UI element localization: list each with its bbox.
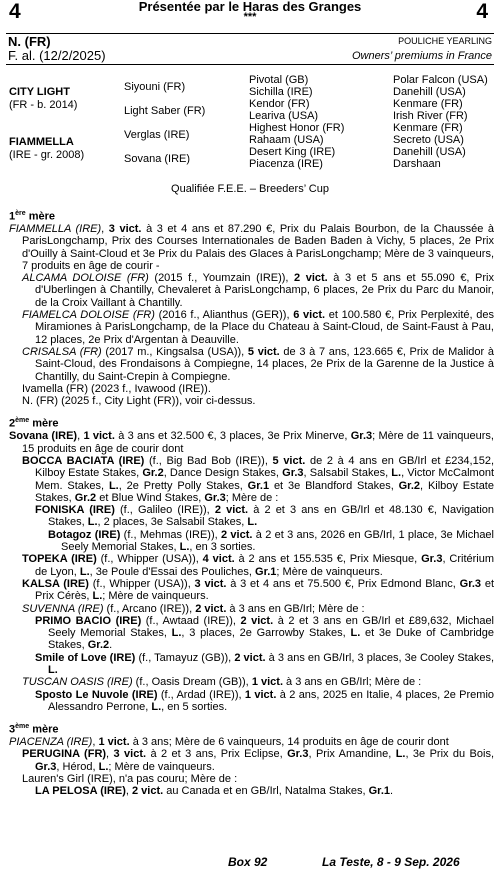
pedigree-dam: FIAMMELLA <box>9 136 74 148</box>
text: et Prix Cérès, <box>35 577 495 603</box>
text: . <box>109 639 113 652</box>
pedigree-g3-1: Polar Falcon (USA) <box>393 74 488 86</box>
text: ; Mère de vainqueurs. <box>276 565 383 578</box>
wins: 1 vict. <box>98 736 130 749</box>
wins: 2 vict. <box>240 614 274 627</box>
gen1-heading <box>9 208 494 223</box>
text: , <box>77 430 84 443</box>
wins: 2 vict. <box>234 651 266 664</box>
text: , 3e Poule d'Essai des Pouliches, <box>89 565 256 578</box>
wins: 3 vict. <box>194 577 227 590</box>
text: , en 5 sorties. <box>161 700 228 713</box>
text: à 3 ans en GB/Irl; Mère de : <box>226 602 365 615</box>
gen2-produce-foniska <box>9 504 494 529</box>
grade: Gr.3 <box>282 467 304 480</box>
text: à 3 ans en GB/Irl, 3 places, 3e Cooley Stakes, <box>265 651 495 664</box>
wins: 4 vict. <box>202 553 235 566</box>
listed: L. <box>350 627 361 640</box>
gen3-produce-laurens-girl: Lauren's Girl (IRE), n'a pas couru; Mère de : <box>22 773 238 786</box>
wins: 2 vict. <box>221 528 253 541</box>
gen3-produce-la-pelosa <box>9 785 494 797</box>
identity-box <box>6 33 494 65</box>
wins: 6 vict. <box>293 309 326 322</box>
listed: L. <box>87 516 98 529</box>
listed: L. <box>98 760 109 773</box>
text: , <box>125 785 132 798</box>
grade: Gr.1 <box>368 785 391 798</box>
lot-number-right: 4 <box>476 0 488 23</box>
produce-name: Botagoz (IRE) <box>48 528 121 541</box>
grade: Gr.3 <box>287 748 309 761</box>
text: , <box>101 222 109 235</box>
produce-name: PERUGINA (FR) <box>22 748 107 761</box>
grade: Gr.2 <box>74 491 97 504</box>
wins: 1 vict. <box>244 688 277 701</box>
text: (f., Big Bad Bob (IRE)), <box>144 454 273 467</box>
text: , Hérod, <box>56 760 99 773</box>
text: , Salsabil Stakes, <box>303 467 392 480</box>
text: et 3e Blandford Stakes, <box>269 479 399 492</box>
text: (2017 m., Kingsalsa (USA)), <box>101 345 248 358</box>
owners-premiums: Owners’ premiums in France <box>352 50 492 62</box>
pedigree-g2-6: Rahaam (USA) <box>249 134 324 146</box>
grade: Gr.3 <box>459 577 482 590</box>
gen1-dam-paragraph <box>9 223 494 272</box>
text: à 2 et 3 ans en GB/Irl et £89,632, Michael Seely Memorial Stakes, <box>48 614 495 640</box>
text: , Victor McCalmont Mem. Stakes, <box>35 467 494 492</box>
text: à 3 ans; Mère de 6 vainqueurs, 14 produits en âge de courir dont <box>129 736 449 749</box>
pedigree-g1-2: Light Saber (FR) <box>124 105 206 117</box>
text: à 2 ans et 155.535 €, Prix Miesque, <box>234 553 422 566</box>
wins: 5 vict. <box>247 345 280 358</box>
text: . <box>390 785 394 798</box>
horse-description: F. al. (12/2/2025) <box>8 48 106 63</box>
text: , 2 places, 3e Salsabil Stakes, <box>97 516 248 529</box>
grade: Gr.1 <box>247 479 270 492</box>
listed: L. <box>151 700 162 713</box>
pedigree-g1-3: Verglas (IRE) <box>124 129 190 141</box>
text: ; Mère de vainqueurs. <box>108 760 215 773</box>
text: de 3 à 7 ans, 123.665 €, Prix de Malidor à Saint-Cloud, des Frondaisons à Compiegne, 14 places, 2e Prix de la Garenne de la Justice à Chantilly, du Saint-Crepin à Compiegne. <box>35 345 494 383</box>
gen3-dam-name: PIACENZA (IRE) <box>9 736 93 749</box>
text: à 3 ans et 32.500 €, 3 places, 3e Prix Minerve, <box>114 430 351 443</box>
gen2-sup: ème <box>15 417 30 425</box>
horse-category: POULICHE YEARLING <box>398 36 492 46</box>
pedigree-g3-5: Kenmare (FR) <box>393 122 463 134</box>
dam-line-body <box>9 203 494 798</box>
text: (f., Arcano (IRE)), <box>103 602 196 615</box>
text: , en 3 sorties. <box>189 541 256 554</box>
pedigree-g3-8: Darshaan <box>393 158 441 170</box>
pedigree-g1-4: Sovana (IRE) <box>124 153 191 165</box>
wins: 2 vict. <box>214 504 249 517</box>
pedigree-g3-2: Danehill (USA) <box>393 86 466 98</box>
wins: 3 vict. <box>113 748 147 761</box>
gen1-produce-1 <box>9 272 494 309</box>
produce-name: ALCAMA DOLOISE (FR) <box>22 272 149 285</box>
pedigree-g1-1: Siyouni (FR) <box>124 81 186 93</box>
text: à 2 et 3 ans en GB/Irl et 48.130 €, Navigation Stakes, <box>48 504 495 529</box>
gen2-heading <box>9 415 494 430</box>
gen3-sup: ème <box>15 723 30 731</box>
text: ; Mère de 11 vainqueurs, 15 produits en âge de courir dont <box>22 430 494 455</box>
wins: 2 vict. <box>195 602 227 615</box>
gen2-produce-bocca <box>9 455 494 504</box>
text: ; Mère de : <box>225 491 279 504</box>
text: à 2 et 3 ans, 2026 en GB/Irl, 1 place, 3e Michael Seely Memorial Stakes, <box>61 528 494 554</box>
listed: L. <box>48 664 58 676</box>
consignor-title: Présentée par le Haras des Granges <box>138 0 362 14</box>
pedigree-g3-6: Secreto (USA) <box>393 134 464 146</box>
text: ; Mère de vainqueurs. <box>102 590 209 603</box>
gen2-produce-kalsa <box>9 578 494 603</box>
gen3-heading <box>9 721 494 736</box>
text: à 2 ans, 2025 en Italie, 4 places, 2e Premio Alessandro Perrone, <box>48 688 495 713</box>
text: (f., Ardad (IRE)), <box>157 688 245 701</box>
wins: 1 vict. <box>83 430 115 443</box>
grade: Gr.2 <box>142 467 164 480</box>
produce-name: CRISALSA (FR) <box>22 345 102 358</box>
produce-name: KALSA (IRE) <box>22 577 89 590</box>
pedigree-g2-1: Pivotal (GB) <box>249 74 309 86</box>
text: (f., Mehmas (IRE)), <box>120 528 221 541</box>
pedigree-g3-7: Danehill (USA) <box>393 146 466 158</box>
text: (2016 f., Alianthus (GER)), <box>154 309 294 322</box>
grade: Gr.2 <box>398 479 421 492</box>
wins: 1 vict. <box>251 676 283 689</box>
text: et Blue Wind Stakes, <box>96 491 205 504</box>
gen1-num: 1 <box>9 210 16 223</box>
text: (f., Oasis Dream (GB)), <box>132 676 252 689</box>
gen2-word: mère <box>29 418 59 431</box>
text: , 2e Pretty Polly Stakes, <box>118 479 248 492</box>
pedigree-table <box>0 70 500 178</box>
gen1-sup: ère <box>15 210 26 217</box>
pedigree-g3-4: Irish River (FR) <box>393 110 468 122</box>
gen1-produce-3 <box>9 346 494 383</box>
text: (f., Tamayuz (GB)), <box>135 651 235 664</box>
text: , Prix Amandine, <box>308 748 396 761</box>
produce-name: SUVENNA (IRE) <box>22 602 104 615</box>
pedigree-dam-info: (IRE - gr. 2008) <box>9 149 85 161</box>
text: à 3 et 4 ans et 87.290 €, Prix du Palais Bourbon, de la Chaussée à ParisLongchamp, Prix des Courses Internationales de Baden Baden à Vichy, 5 places, 2e Prix d'Ouilly à Saint-Cloud et 3e Prix du Palais des Glaces à ParisLongchamp; Mère de 3 vainqueurs, 7 produits en âge de courir - <box>22 222 494 272</box>
text: , Critérium de Lyon, <box>35 553 495 578</box>
gen2-num: 2 <box>9 418 16 431</box>
produce-name: BOCCA BACIATA (IRE) <box>22 454 145 467</box>
gen3-num: 3 <box>9 723 16 736</box>
gen2-produce-sposto <box>9 689 494 714</box>
gen2-produce-tuscan-oasis <box>9 676 494 688</box>
wins: 5 vict. <box>272 454 306 467</box>
gen3-word: mère <box>29 723 59 736</box>
lot-number-left: 4 <box>9 0 21 23</box>
footer-box: Box 92 <box>228 855 268 869</box>
gen1-dam-name: FIAMMELLA (IRE) <box>9 222 102 235</box>
text: , Kilboy Estate Stakes, <box>35 479 494 504</box>
produce-name: PRIMO BACIO (IRE) <box>35 614 142 627</box>
text: au Canada et en GB/Irl, Natalma Stakes, <box>163 785 369 798</box>
produce-name: FONISKA (IRE) <box>35 504 115 517</box>
footer-event: La Teste, 8 - 9 Sep. 2026 <box>322 855 460 869</box>
pedigree-g3-3: Kenmare (FR) <box>393 98 463 110</box>
text: (2015 f., Youmzain (IRE)), <box>148 272 295 285</box>
gen3-produce-perugina <box>9 748 494 773</box>
text: (f., Whipper (USA)), <box>96 553 203 566</box>
text: , 3 places, 2e Garrowby Stakes, <box>181 627 351 640</box>
horse-name: N. (FR) <box>8 34 51 49</box>
listed: L. <box>79 565 90 578</box>
gen1-word: mère <box>25 210 55 223</box>
produce-name: LA PELOSA (IRE) <box>35 785 126 798</box>
text: , Dance Design Stakes, <box>163 467 283 480</box>
wins: 2 vict. <box>294 272 328 285</box>
gen1-produce-2 <box>9 309 494 346</box>
pedigree-g2-8: Piacenza (IRE) <box>249 158 323 170</box>
text: , <box>92 736 99 749</box>
gen2-produce-smile-of-love <box>9 652 494 677</box>
text: (f., Galileo (IRE)), <box>114 504 215 517</box>
qualification-note: Qualifiée F.E.E. – Breeders’ Cup <box>171 183 329 195</box>
text: , <box>106 748 114 761</box>
gen2-dam-paragraph <box>9 430 494 455</box>
produce-name: TUSCAN OASIS (IRE) <box>22 676 133 689</box>
text: à 3 et 5 ans et 55.090 €, Prix d'Uberlingen à Chantilly, Chevaleret à ParisLongchamp, 6 places, 2e Prix du Parc du Manoir, de la Croix Vaillant à Chantilly. <box>35 272 494 309</box>
text: à 2 et 3 ans, Prix Eclipse, <box>146 748 288 761</box>
text: et 100.580 €, Prix Perplexité, des Miramiones à ParisLongchamp, de la Place du Chateau à Saint-Cloud, de Saint-Faust à Pau, 12 places, 2e Prix d'Argentan à Deauville. <box>35 309 494 346</box>
pedigree-g2-5: Highest Honor (FR) <box>249 122 345 134</box>
gen3-dam-paragraph <box>9 736 494 748</box>
gen2-produce-botagoz <box>9 529 494 554</box>
pedigree-g2-2: Sichilla (IRE) <box>249 86 313 98</box>
listed: L. <box>391 467 402 480</box>
consignor-stars: *** <box>243 11 257 23</box>
grade: Gr.1 <box>255 565 277 578</box>
text: et 3e Duke of Cambridge Stakes, <box>48 627 494 652</box>
text: à 3 et 4 ans et 75.500 €, Prix Edmond Blanc, <box>226 577 460 590</box>
listed: L. <box>179 541 190 554</box>
listed: L. <box>395 748 406 761</box>
produce-name: FIAMELCA DOLOISE (FR) <box>22 309 155 322</box>
grade: Gr.3 <box>35 760 57 773</box>
listed: L. <box>92 590 103 603</box>
gen2-produce-topeka <box>9 553 494 578</box>
grade: Gr.3 <box>204 491 226 504</box>
grade: Gr.2 <box>87 639 110 652</box>
text: à 3 ans en GB/Irl; Mère de : <box>283 676 422 689</box>
pedigree-g2-4: Leariva (USA) <box>249 110 319 122</box>
pedigree-sire: CITY LIGHT <box>9 86 70 98</box>
gen1-produce-4: Ivamella (FR) (2023 f., Ivawood (IRE)). <box>22 382 211 395</box>
text: de 2 à 4 ans en GB/Irl et £234,152, Kilboy Estate Stakes, <box>35 454 495 480</box>
produce-name: TOPEKA (IRE) <box>22 553 97 566</box>
gen2-produce-suvenna <box>9 603 494 615</box>
pedigree-g2-7: Desert King (IRE) <box>249 146 336 158</box>
grade: Gr.3 <box>421 553 443 566</box>
listed: L. <box>171 627 182 640</box>
text: , 3e Prix du Bois, <box>405 748 495 761</box>
produce-name: Sposto Le Nuvole (IRE) <box>35 688 158 701</box>
text: (f., Awtaad (IRE)), <box>141 614 241 627</box>
listed: L. <box>108 479 119 492</box>
text: (f., Whipper (USA)), <box>88 577 195 590</box>
listed: L. <box>247 516 258 529</box>
wins: 2 vict. <box>131 785 164 798</box>
gen2-dam-name: Sovana (IRE) <box>9 430 78 443</box>
grade: Gr.3 <box>350 430 373 443</box>
produce-name: Smile of Love (IRE) <box>35 651 136 664</box>
gen2-produce-primo-bacio <box>9 615 494 652</box>
wins: 3 vict. <box>108 222 142 235</box>
gen1-produce-5: N. (FR) (2025 f., City Light (FR)), voir ci-dessus. <box>22 395 256 408</box>
pedigree-sire-info: (FR - b. 2014) <box>9 99 78 111</box>
pedigree-g2-3: Kendor (FR) <box>249 98 310 110</box>
